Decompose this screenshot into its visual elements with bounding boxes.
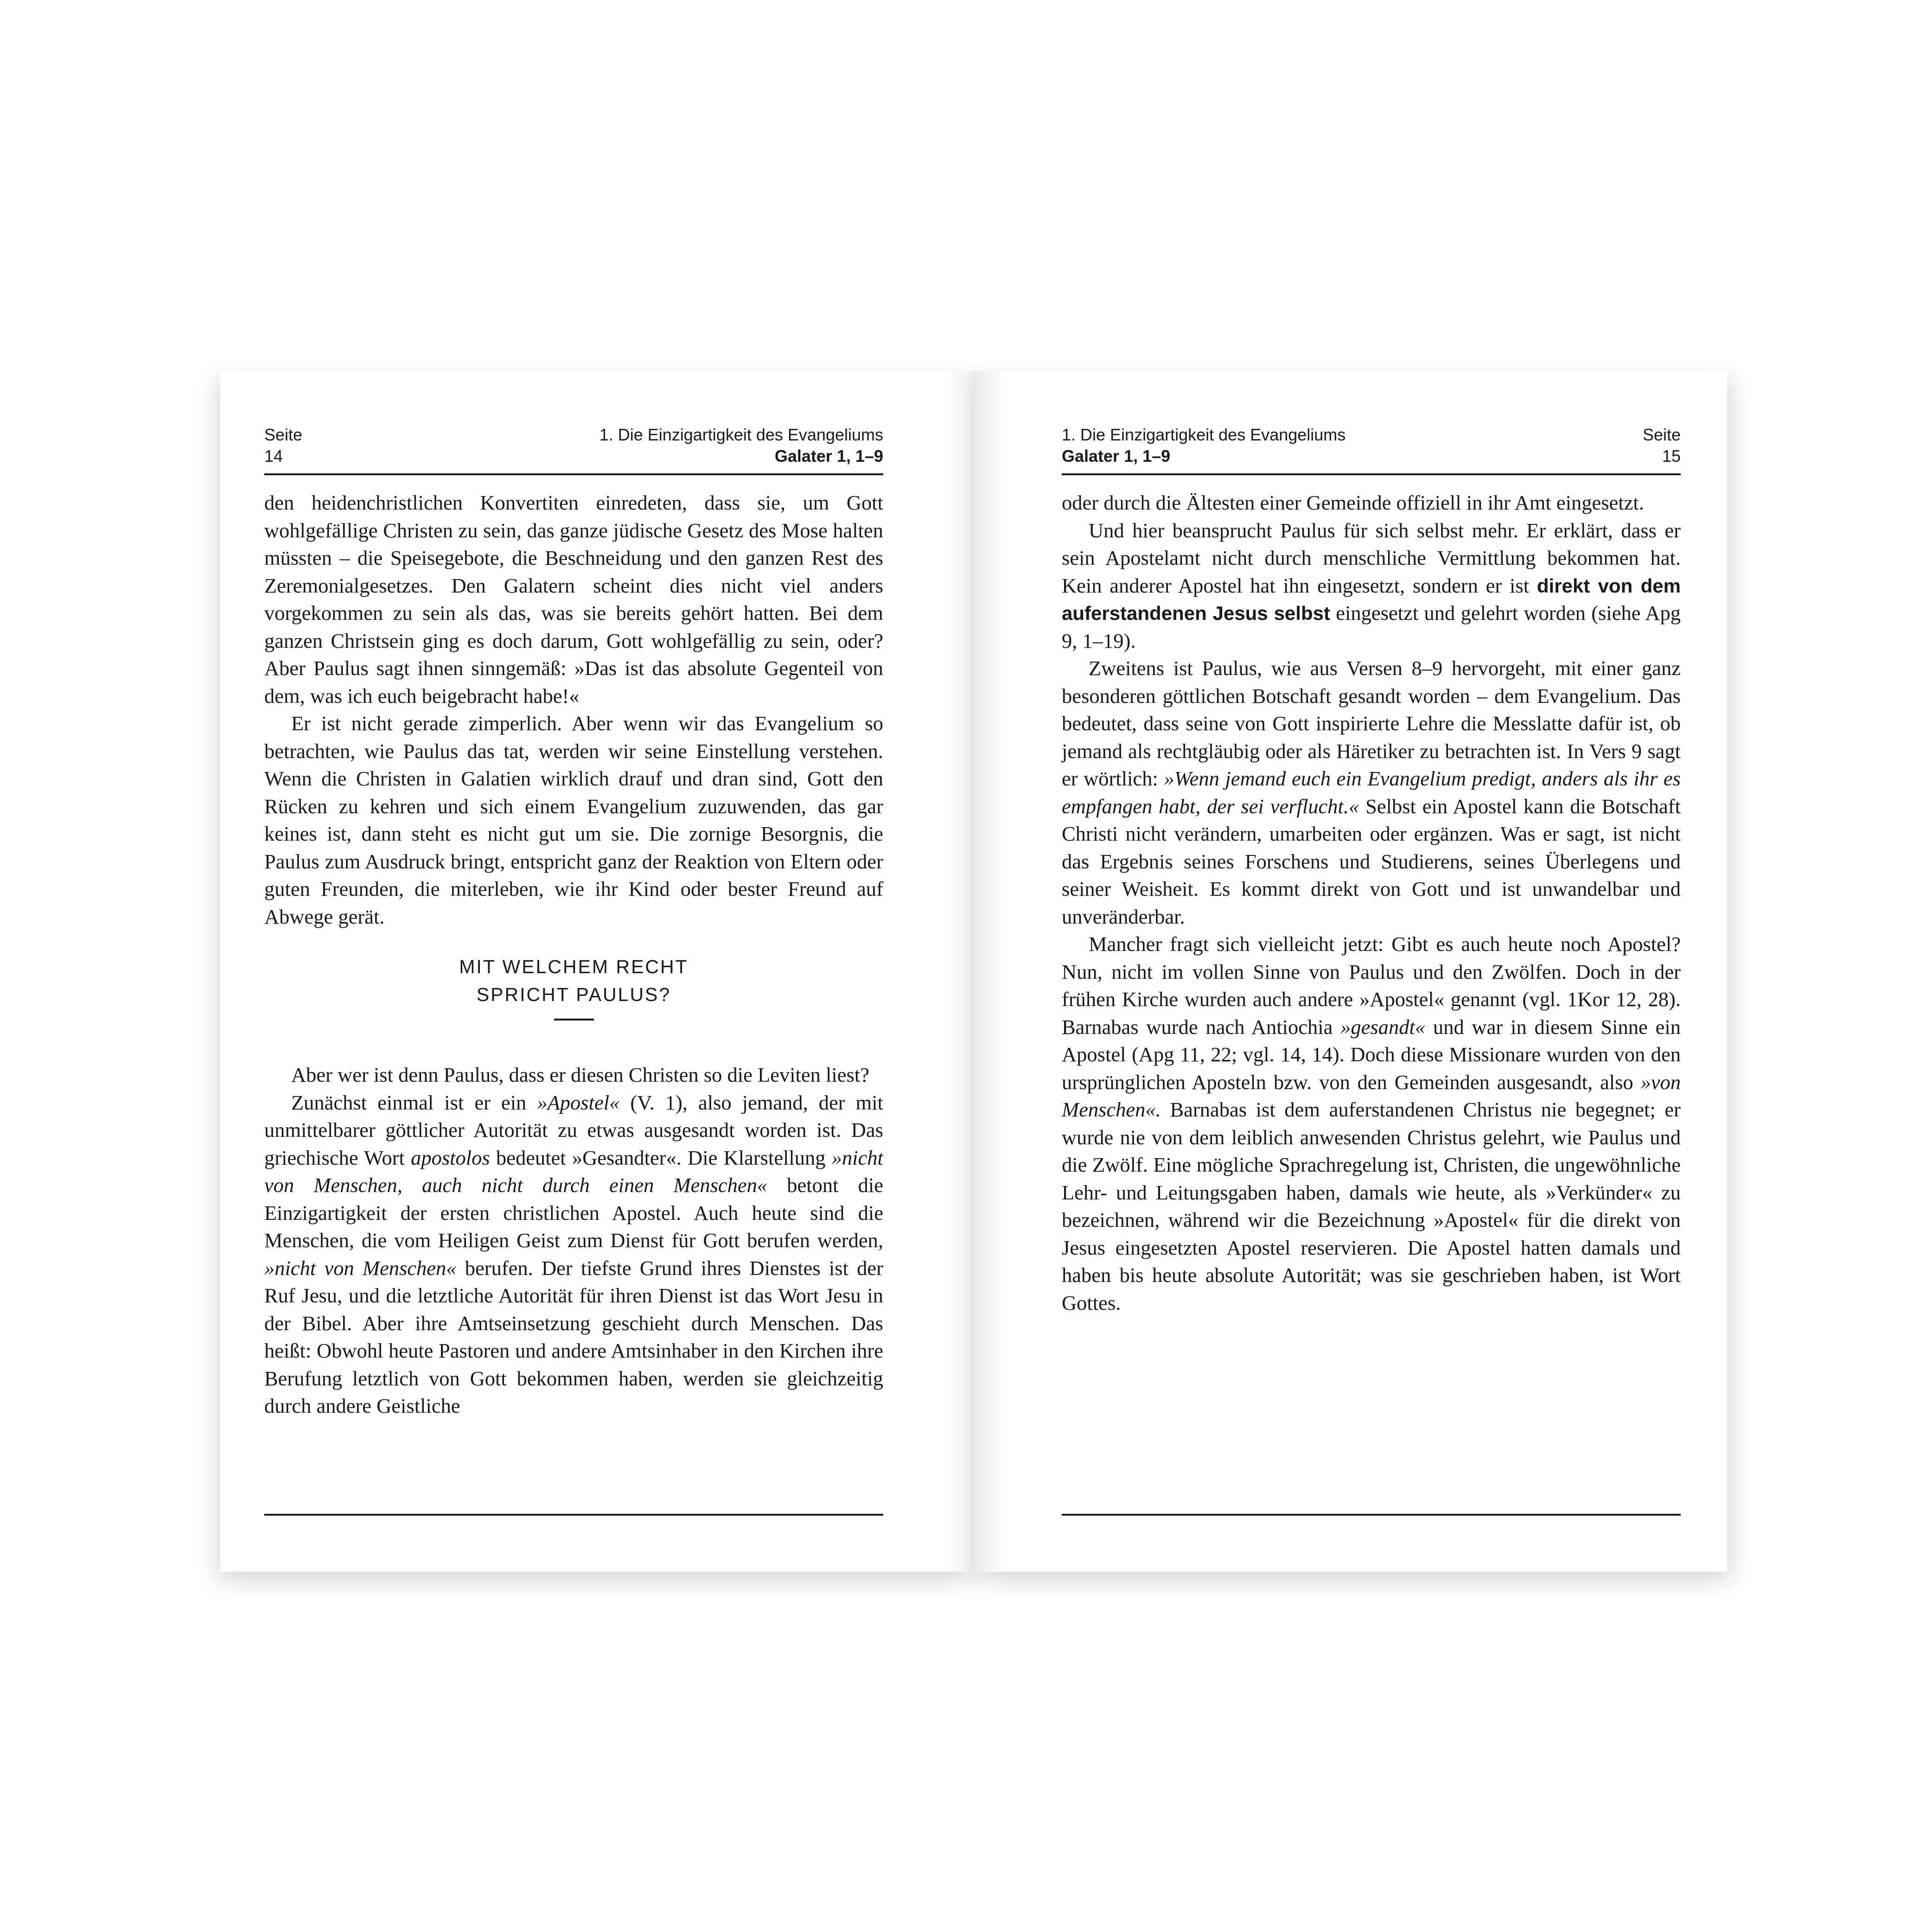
chapter-title: 1. Die Einzigartigkeit des Evangeliums: [1062, 425, 1346, 444]
text-run: Zunächst einmal ist er ein: [291, 1090, 537, 1114]
text-run: Zweitens ist Paulus, wie aus Versen 8–9 hervorgeht, mit einer ganz besonderen göttlichen Botschaft gesandt worden – dem Evangelium. Das bedeutet, dass seine von Gott inspirierte Lehre die Messlatte dafür ist, ob jemand als rechtgläubig oder als Häretiker zu betrachten ist. In Vers 9 sagt er wörtlich:: [1062, 657, 1681, 790]
text-run: berufen. Der tiefste Grund ihres Dienstes ist der Ruf Jesu, und die letztliche Autorität für ihren Dienst ist das Wort Jesu in der Bibel. Aber ihre Amtseinsetzung geschieht durch Menschen. Das heißt: Obwohl heute Pastoren und andere Amtsinhaber in den Kirchen ihre Berufung letztlich von Gott bekommen haben, werden sie gleichzeitig durch andere Geistliche: [264, 1256, 883, 1417]
italic-text: »von Menschen«.: [1062, 1070, 1681, 1121]
text-run: Aber wer ist denn Paulus, dass er diesen Christen so die Leviten liest?: [291, 1063, 869, 1086]
passage-reference: Galater 1, 1–9: [774, 446, 883, 465]
body-text: [264, 489, 883, 1420]
text-run: bedeutet »Gesandter«. Die Klarstellung: [490, 1146, 832, 1169]
paragraph: [264, 710, 883, 931]
paragraph: [264, 489, 883, 710]
gutter-shadow: [946, 371, 974, 1572]
paragraph: [1062, 489, 1681, 517]
text-run: den heidenchristlichen Konvertiten einredeten, dass sie, um Gott wohlgefällige Christen zu sein, das ganze jüdische Gesetz des Mose halten müssten – die Speisegebote, die Beschneidung und den ganzen Rest des Zeremonialgesetzes. Den Galatern scheint dies nicht viel anders vorgekommen zu sein als das, was sie bereits gehört hatten. Bei dem ganzen Christsein ging es doch darum, Gott wohlgefällig zu sein, oder? Aber Paulus sagt ihnen sinngemäß: »Das ist das absolute Gegenteil von dem, was ich euch beigebracht habe!«: [264, 491, 883, 708]
running-header: [1062, 424, 1681, 475]
page-label: Seite: [264, 425, 303, 444]
text-run: und war in diesem Sinne ein Apostel (Apg 11, 22; vgl. 14, 14). Doch diese Missionare wurden von den ursprünglichen Aposteln bzw. von den Gemeinden ausgesandt, also: [1062, 1015, 1681, 1094]
section-heading-line: SPRICHT PAULUS?: [476, 984, 671, 1005]
paragraph-list: [1062, 489, 1681, 1317]
italic-text: »Apostel«: [537, 1090, 620, 1114]
right-page-content: [1062, 424, 1681, 1317]
italic-text: »gesandt«: [1340, 1015, 1426, 1039]
section-heading-line: MIT WELCHEM RECHT: [459, 956, 689, 977]
italic-text: »nicht von Menschen«: [264, 1256, 457, 1280]
page-number-block: [1643, 424, 1681, 467]
chapter-title: 1. Die Einzigartigkeit des Evangeliums: [599, 425, 883, 444]
gutter-shadow: [974, 371, 1001, 1572]
paragraph: [1062, 931, 1681, 1317]
footer-rule: [1062, 1514, 1681, 1516]
running-header: [264, 424, 883, 475]
text-run: Mancher fragt sich vielleicht jetzt: Gibt es auch heute noch Apostel? Nun, nicht im vollen Sinne von Paulus und den Zwölfen. Doch in der frühen Kirche wurden auch andere »Apostel« genannt (vgl. 1Kor 12, 28). Barnabas wurde nach Antiochia: [1062, 932, 1681, 1039]
left-page-content: [264, 424, 883, 1420]
page-label: Seite: [1642, 425, 1681, 444]
page-number-block: [264, 424, 302, 467]
section-heading: [264, 953, 883, 1020]
passage-reference: Galater 1, 1–9: [1062, 446, 1171, 465]
text-run: Selbst ein Apostel kann die Botschaft Christi nicht verändern, umarbeiten oder ergänzen. Was er sagt, ist nicht das Ergebnis seines Forschens und Studierens, seines Überlegens und seiner Weisheit. Es kommt direkt von Gott und ist unwandelbar und unveränderbar.: [1062, 794, 1681, 928]
text-run: (V. 1), also jemand, der mit unmittelbarer göttlicher Autorität zu etwas ausgesandt worden ist. Das griechische Wort: [264, 1090, 883, 1169]
chapter-block: [1062, 424, 1345, 467]
page-number: 14: [264, 446, 283, 465]
paragraph: [264, 1089, 883, 1420]
heading-rule: [554, 1019, 594, 1020]
paragraph: [1062, 517, 1681, 655]
page-number: 15: [1662, 446, 1681, 465]
paragraph-list: [264, 1061, 883, 1420]
left-page: [220, 371, 974, 1572]
footer-rule: [264, 1514, 883, 1516]
text-run: Und hier beansprucht Paulus für sich selbst mehr. Er erklärt, dass er sein Apostelamt nicht durch menschliche Vermittlung bekommen hat. Kein anderer Apostel hat ihn eingesetzt, sondern er ist: [1062, 518, 1681, 597]
italic-text: »Wenn jemand euch ein Evangelium predigt, anders als ihr es empfangen habt, der sei verflucht.«: [1062, 767, 1681, 818]
chapter-block: [599, 424, 883, 467]
right-page: [974, 371, 1727, 1572]
text-run: Barnabas ist dem auferstandenen Christus nie begegnet; er wurde nie von dem leiblich anwesenden Christus gelehrt, wie Paulus und die Zwölf. Eine mögliche Sprachregelung ist, Christen, die ungewöhnliche Lehr- und Leitungsgaben haben, damals wie heute, als »Verkünder« zu bezeichnen, während wir die Bezeichnung »Apostel« für die direkt von Jesus eingesetzten Apostel reservieren. Die Apostel hatten damals und haben bis heute absolute Autorität; was sie geschrieben haben, ist Wort Gottes.: [1062, 1098, 1681, 1314]
paragraph: [1062, 655, 1681, 931]
text-run: eingesetzt und gelehrt worden (siehe Apg 9, 1–19).: [1062, 601, 1681, 652]
italic-text: »nicht von Menschen, auch nicht durch einen Menschen«: [264, 1146, 883, 1197]
paragraph: [264, 1061, 883, 1089]
paragraph-list: [264, 489, 883, 931]
body-text: [1062, 489, 1681, 1317]
text-run: Er ist nicht gerade zimperlich. Aber wenn wir das Evangelium so betrachten, wie Paulus das tat, werden wir seine Einstellung verstehen. Wenn die Christen in Galatien wirklich drauf und dran sind, Gott den Rücken zu kehren und sich einem Evangelium zuzuwenden, das gar keines ist, dann steht es nicht gut um sie. Die zornige Besorgnis, die Paulus zum Ausdruck bringt, entspricht ganz der Reaktion von Eltern oder guten Freunden, die miterleben, wie ihr Kind oder bester Freund auf Abwege gerät.: [264, 712, 883, 928]
text-run: oder durch die Ältesten einer Gemeinde offiziell in ihr Amt eingesetzt.: [1062, 491, 1644, 514]
italic-text: apostolos: [411, 1146, 490, 1169]
bold-text: direkt von dem auferstandenen Jesus selbst: [1062, 574, 1681, 624]
text-run: betont die Einzigartigkeit der ersten christlichen Apostel. Auch heute sind die Menschen, die vom Heiligen Geist zum Dienst für Gott berufen werden,: [264, 1173, 884, 1252]
